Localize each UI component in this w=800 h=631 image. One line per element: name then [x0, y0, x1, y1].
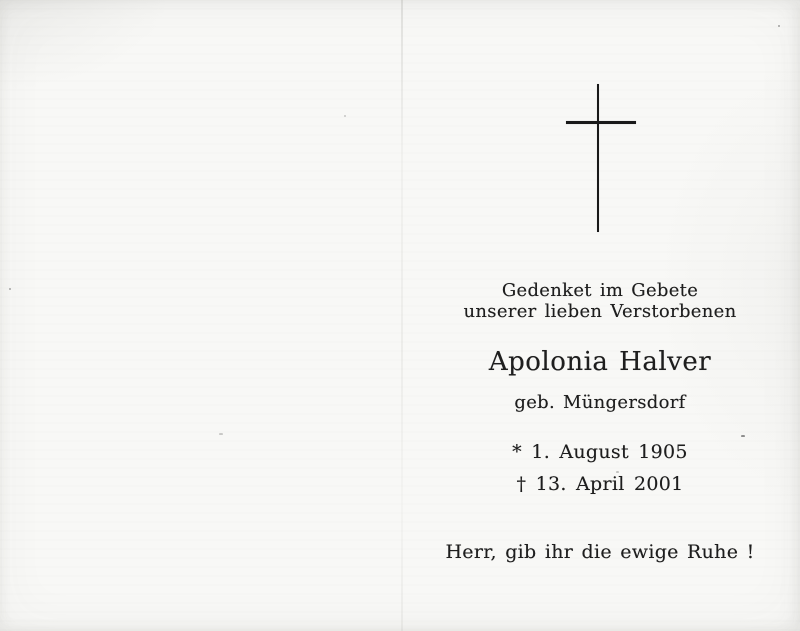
- cross-horizontal-bar: [566, 121, 636, 124]
- birth-date-line: * 1. August 1905: [512, 441, 688, 463]
- cross-vertical-bar: [597, 84, 599, 232]
- dust-speck: [344, 115, 346, 117]
- maiden-name: geb. Müngersdorf: [514, 392, 686, 413]
- dust-speck: [219, 433, 223, 435]
- memorial-intro-line2: unserer lieben Verstorbenen: [463, 301, 737, 322]
- dust-speck: [741, 435, 745, 437]
- deceased-name: Apolonia Halver: [488, 347, 712, 377]
- closing-prayer: Herr, gib ihr die ewige Ruhe !: [445, 541, 755, 563]
- memorial-intro-line1: Gedenket im Gebete: [501, 280, 699, 301]
- dust-speck: [9, 288, 11, 290]
- dust-speck: [778, 25, 780, 27]
- dust-speck: [616, 471, 619, 473]
- death-date-line: † 13. April 2001: [516, 473, 684, 495]
